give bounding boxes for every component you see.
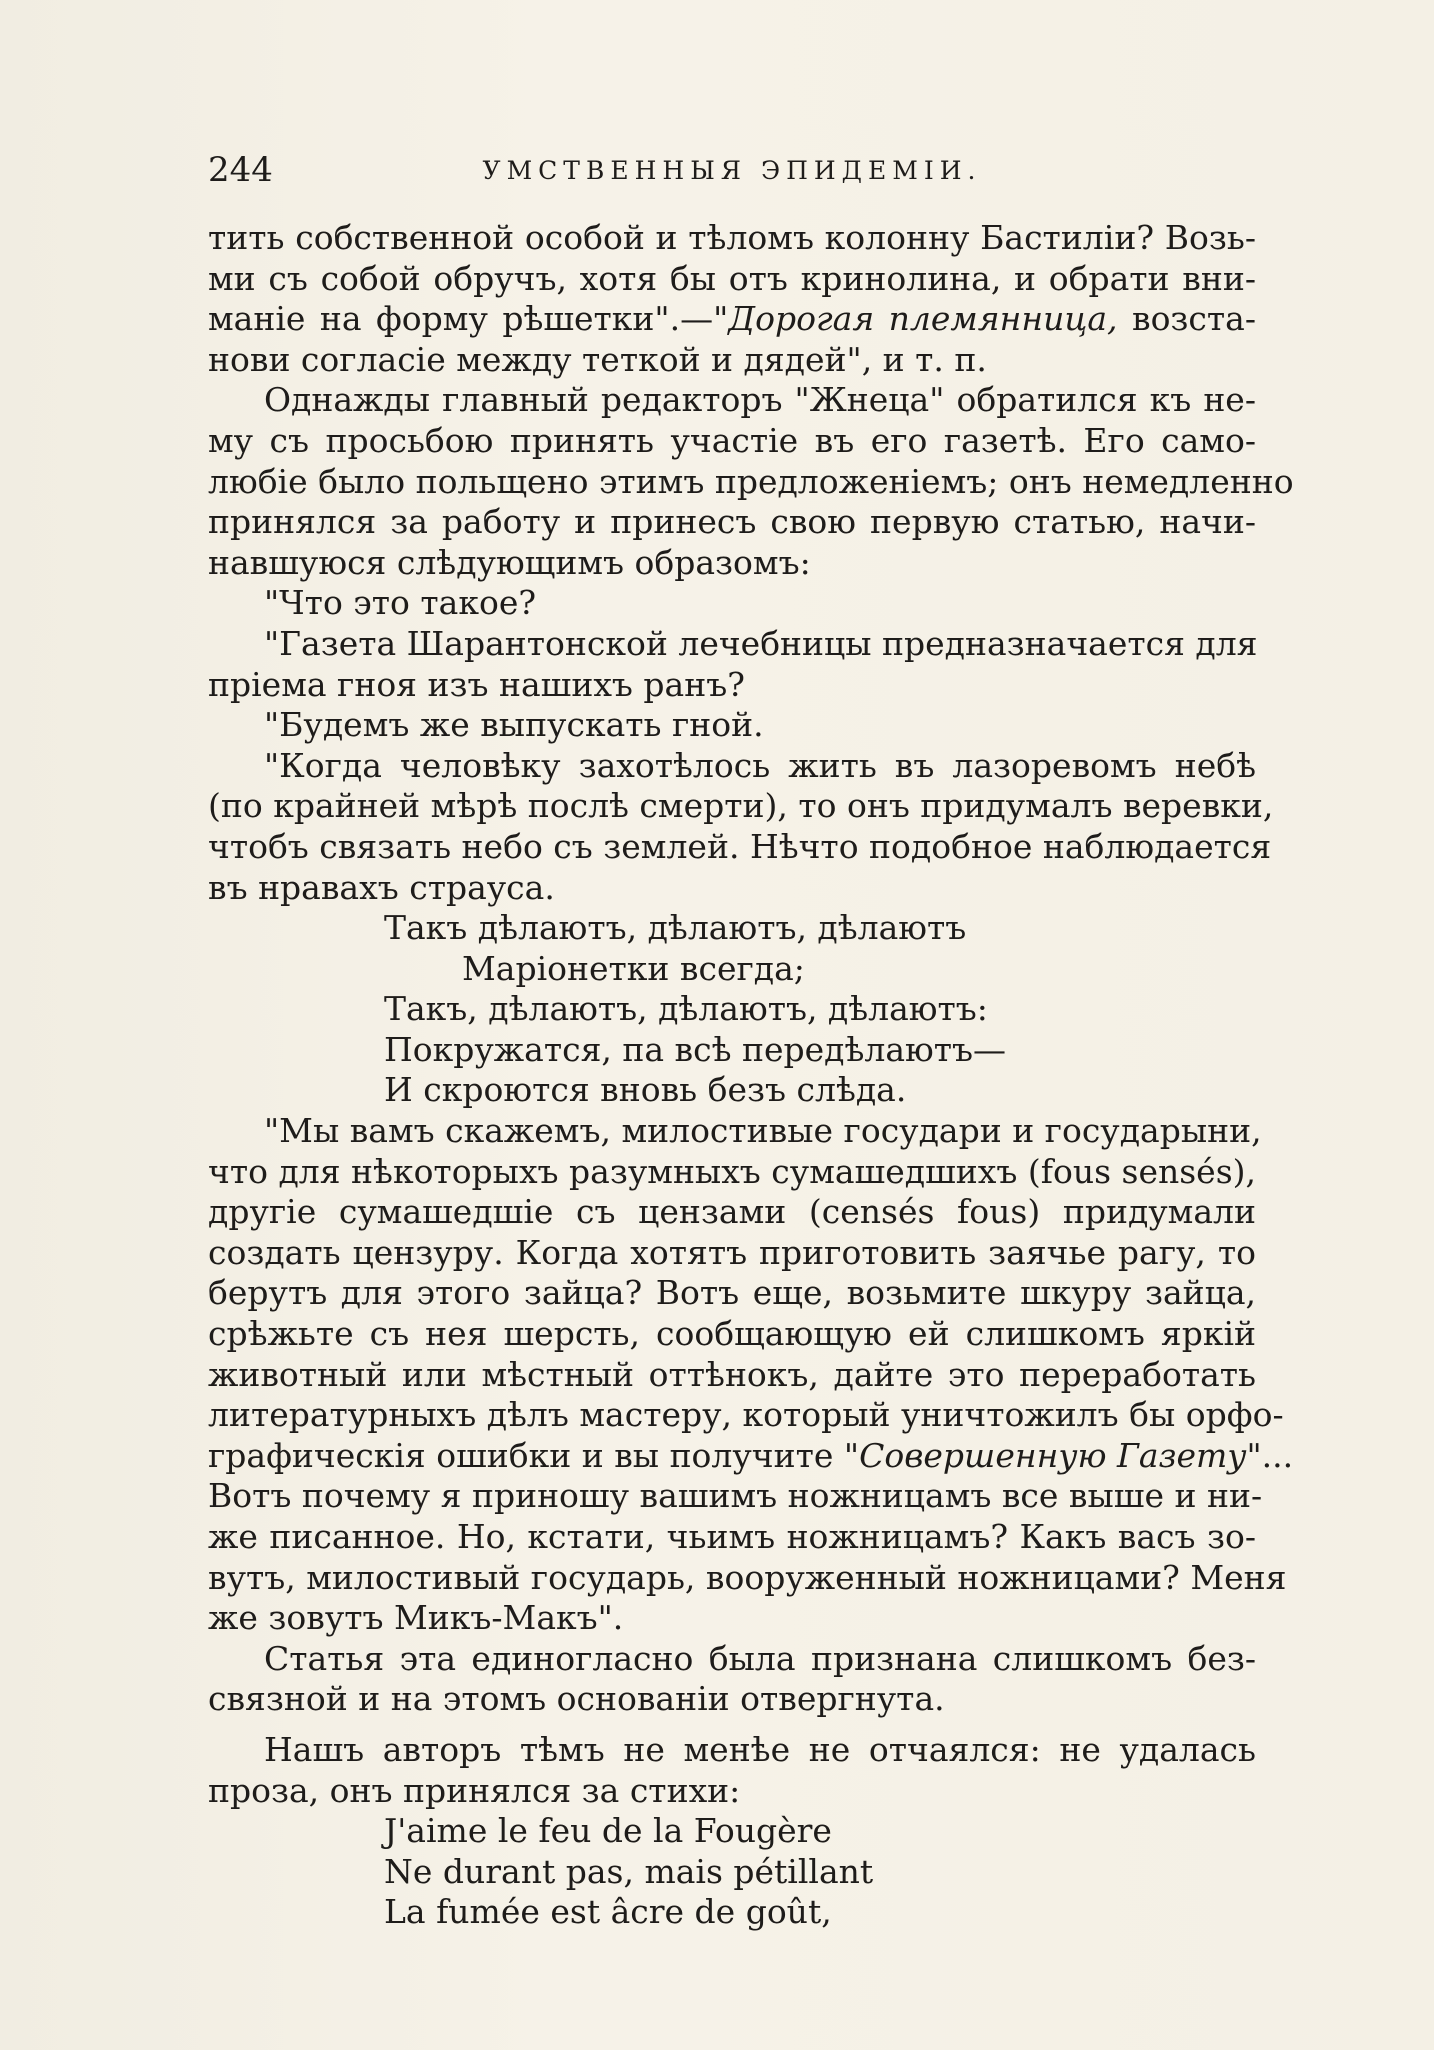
text-line: Вотъ почему я приношу вашимъ ножницамъ все выше и ни- bbox=[208, 1476, 1263, 1516]
text-line: (по крайней мѣрѣ послѣ смерти), то онъ придумалъ веревки, bbox=[208, 786, 1274, 826]
text-line: му съ просьбою принять участіе въ его газетѣ. Его само- bbox=[208, 420, 1256, 460]
text-line: нови согласіе между теткой и дядей", и т. п. bbox=[208, 339, 987, 379]
verse-line: La fumée est âcre de goût, bbox=[384, 1892, 832, 1932]
verse-line: Такъ дѣлаютъ, дѣлаютъ, дѣлаютъ bbox=[384, 908, 967, 948]
text-line bbox=[208, 299, 1256, 340]
text-run: "... bbox=[1246, 1435, 1294, 1475]
page-number: 244 bbox=[208, 150, 273, 190]
text-line: Нашъ авторъ тѣмъ не менѣе не отчаялся: не удалась bbox=[264, 1729, 1256, 1769]
verse-block-2 bbox=[208, 1811, 1256, 1933]
text-run: графическія ошибки и вы получите " bbox=[208, 1435, 860, 1475]
text-line: навшуюся слѣдующимъ образомъ: bbox=[208, 542, 811, 582]
paragraph-4 bbox=[208, 624, 1256, 705]
text-line: ми съ собой обручъ, хотя бы отъ кринолина, и обрати вни- bbox=[208, 258, 1256, 298]
spacer bbox=[208, 1720, 1256, 1730]
running-head bbox=[208, 150, 1256, 194]
paragraph-8 bbox=[208, 1639, 1256, 1720]
verse-line: Ne durant pas, mais pétillant bbox=[384, 1851, 874, 1891]
text-line: пріема гноя изъ нашихъ ранъ? bbox=[208, 664, 745, 704]
italic-phrase: Дорогая племянница, bbox=[728, 299, 1118, 339]
paragraph-3: "Что это такое? bbox=[264, 583, 537, 623]
text-line: животный или мѣстный оттѣнокъ, дайте это переработать bbox=[208, 1354, 1256, 1394]
text-line: другіе сумашедшіе съ цензами (censés fous) придумали bbox=[208, 1192, 1256, 1232]
text-block bbox=[208, 150, 1294, 1933]
paragraph-1 bbox=[208, 218, 1256, 380]
verse-line: Покружатся, па всѣ передѣлаютъ— bbox=[384, 1029, 1007, 1069]
text-line: срѣжьте съ нея шерсть, сообщающую ей слишкомъ яркій bbox=[208, 1314, 1256, 1354]
text-line: "Когда человѣку захотѣлось жить въ лазоревомъ небѣ bbox=[264, 745, 1256, 785]
text-line: берутъ для этого зайца? Вотъ еще, возьмите шкуру зайца, bbox=[208, 1273, 1256, 1313]
text-line bbox=[208, 1435, 1294, 1477]
paragraph-7 bbox=[208, 1111, 1294, 1639]
text-line: въ нравахъ страуса. bbox=[208, 867, 555, 907]
text-run: возста- bbox=[1117, 299, 1256, 339]
text-line: Однажды главный редакторъ "Жнеца" обратился къ не- bbox=[264, 380, 1256, 420]
text-line: связной и на этомъ основаніи отвергнута. bbox=[208, 1679, 945, 1719]
text-line: же зовутъ Микъ-Макъ". bbox=[208, 1598, 624, 1638]
text-line: любіе было польщено этимъ предложеніемъ; онъ немедленно bbox=[208, 461, 1294, 501]
paragraph-6 bbox=[208, 745, 1274, 908]
italic-phrase: Совершенную Газету bbox=[859, 1435, 1247, 1475]
verse-line: J'aime le feu de la Fougère bbox=[384, 1811, 832, 1851]
text-line: "Газета Шарантонской лечебницы предназначается для bbox=[264, 623, 1258, 663]
verse-block-1 bbox=[208, 908, 1256, 1111]
paragraph-9 bbox=[208, 1730, 1256, 1811]
text-line: создать цензуру. Когда хотятъ приготовить заячье рагу, то bbox=[208, 1232, 1256, 1272]
text-run: маніе на форму рѣшетки".—" bbox=[208, 299, 729, 339]
text-line: тить собственной особой и тѣломъ колонну Бастиліи? Возь- bbox=[208, 218, 1256, 257]
text-line: Статья эта единогласно была признана слишкомъ без- bbox=[264, 1638, 1256, 1678]
verse-line: Такъ, дѣлаютъ, дѣлаютъ, дѣлаютъ: bbox=[384, 989, 988, 1029]
text-line: проза, онъ принялся за стихи: bbox=[208, 1770, 741, 1810]
paragraph-5: "Будемъ же выпускать гной. bbox=[264, 705, 764, 745]
text-line: что для нѣкоторыхъ разумныхъ сумашедшихъ (fous sensés), bbox=[208, 1151, 1256, 1191]
verse-line: Маріонетки всегда; bbox=[462, 948, 805, 988]
text-line: "Мы вамъ скажемъ, милостивые государи и государыни, bbox=[264, 1111, 1262, 1151]
running-title: УМСТВЕННЫЯ ЭПИДЕМІИ. bbox=[482, 156, 982, 185]
paragraph-2 bbox=[208, 380, 1294, 583]
text-line: вутъ, милостивый государь, вооруженный ножницами? Меня bbox=[208, 1557, 1287, 1597]
verse-line: И скроются вновь безъ слѣда. bbox=[384, 1070, 907, 1110]
text-line: же писанное. Но, кстати, чьимъ ножницамъ? Какъ васъ зо- bbox=[208, 1517, 1256, 1556]
text-line: литературныхъ дѣлъ мастеру, который уничтожилъ бы орфо- bbox=[208, 1395, 1284, 1435]
text-line: принялся за работу и принесъ свою первую статью, начи- bbox=[208, 502, 1256, 542]
text-line: чтобъ связать небо съ землей. Нѣчто подобное наблюдается bbox=[208, 826, 1272, 866]
